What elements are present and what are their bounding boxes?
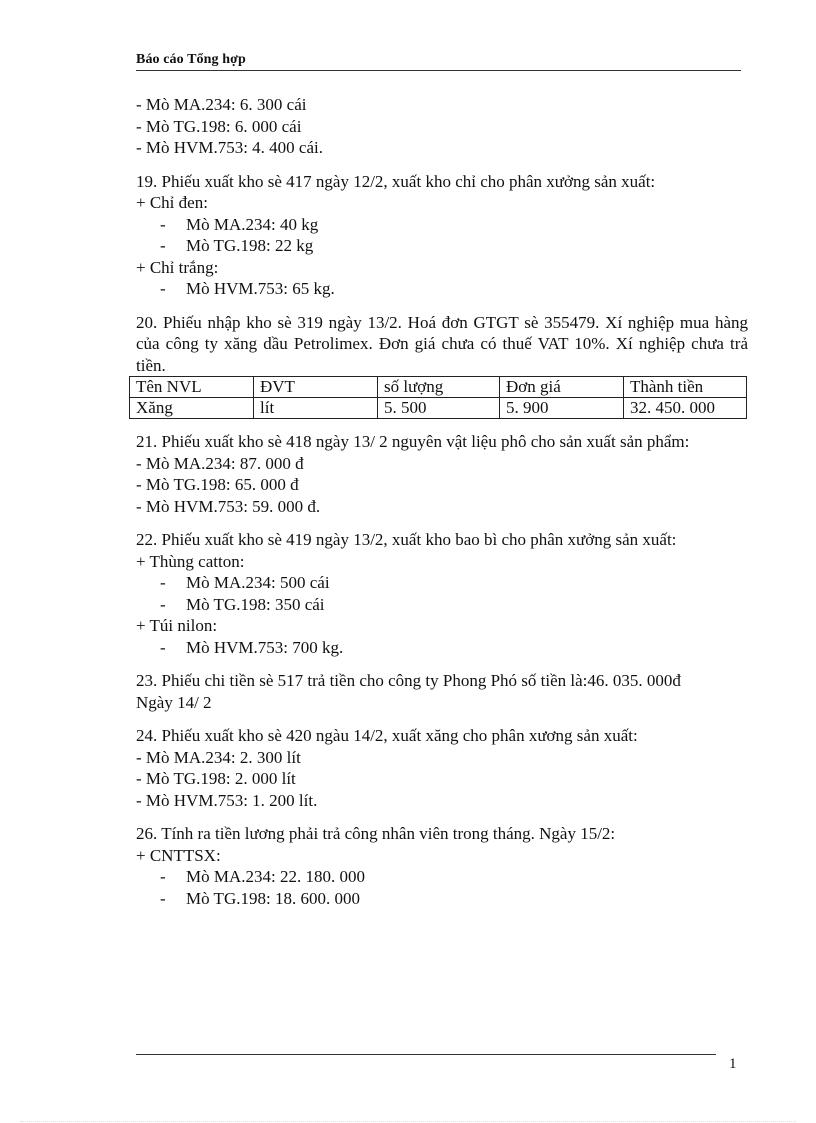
section-title: 26. Tính ra tiền lương phải trả công nhân viên trong tháng. Ngày 15/2: [136,824,616,843]
page-content [136,94,748,909]
section-22 [136,529,748,658]
list-item: - Mò HVM.753: 59. 000 đ. [136,496,321,516]
list-item: - Mò HVM.753: 1. 200 lít. [136,790,318,810]
section-20 [136,312,748,420]
dash-bullet-icon: - [160,573,166,592]
section-24 [136,725,748,811]
section-title: 23. Phiếu chi tiền sè 517 trả tiền cho công ty Phong Phó số tiền là:46. 035. 000đ [136,671,681,690]
list-item: - Mò TG.198: 18. 600. 000 [160,888,360,908]
dash-bullet-icon: - [160,867,166,886]
section-26 [136,823,748,909]
table-header-cell: Đơn giá [500,377,624,398]
header-title: Báo cáo Tổng hợp [136,52,246,67]
list-item: - Mò HVM.753: 700 kg. [160,637,344,657]
list-item: - Mò HVM.753: 4. 400 cái. [136,138,323,157]
list-item: - Mò TG.198: 22 kg [160,236,314,255]
section-21 [136,431,748,517]
list-item: - Mò TG.198: 6. 000 cái [136,116,302,136]
section-19 [136,171,748,300]
table-cell: Xăng [130,398,254,419]
materials-table [129,376,747,419]
group-label: + CNTTSX: [136,845,221,865]
list-item: - Mò MA.234: 40 kg [160,214,319,234]
page-number: 1 [729,1056,737,1072]
table-header-cell: Tên NVL [130,377,254,398]
dash-bullet-icon: - [160,637,166,657]
list-item: - Mò MA.234: 500 cái [160,573,330,592]
list-item: - Mò HVM.753: 65 kg. [160,279,335,298]
table-row [130,398,747,419]
dash-bullet-icon: - [160,888,166,908]
section-title: 24. Phiếu xuất kho sè 420 ngàu 14/2, xuất xăng cho phân xương sản xuất: [136,726,638,745]
section-text: 20. Phiếu nhập kho sè 319 ngày 13/2. Hoá đơn GTGT sè 355479. Xí nghiệp mua hàng của công ty xăng dầu Petrolimex. Đơn giá chưa có thuế VAT 10%. Xí nghiệp chưa trả tiền. [136,312,748,375]
group-label: + Thùng catton: [136,551,245,571]
list-item: - Mò MA.234: 22. 180. 000 [160,867,365,886]
table-header-cell: ĐVT [254,377,378,398]
list-item: - Mò TG.198: 350 cái [160,594,325,614]
group-label: + Túi nilon: [136,616,218,635]
dash-bullet-icon: - [160,279,166,298]
list-item: - Mò TG.198: 2. 000 lít [136,769,296,788]
page-edge-divider [20,1121,796,1122]
intro-list [136,94,748,159]
dash-bullet-icon: - [160,214,166,234]
group-label: + Chỉ trắng: [136,257,219,277]
table-cell: lít [254,398,378,419]
page-header [136,50,741,71]
footer-divider [136,1054,716,1055]
list-item: - Mò MA.234: 6. 300 cái [136,95,307,114]
section-date: Ngày 14/ 2 [136,692,212,712]
list-item: - Mò MA.234: 2. 300 lít [136,747,301,767]
dash-bullet-icon: - [160,236,166,255]
list-item: - Mò TG.198: 65. 000 đ [136,475,299,494]
section-title: 19. Phiếu xuất kho sè 417 ngày 12/2, xuất kho chỉ cho phân xưởng sản xuất: [136,171,656,191]
table-cell: 5. 900 [500,398,624,419]
list-item: - Mò MA.234: 87. 000 đ [136,453,304,473]
dash-bullet-icon: - [160,594,166,614]
section-title: 22. Phiếu xuất kho sè 419 ngày 13/2, xuất kho bao bì cho phân xưởng sản xuất: [136,530,677,549]
table-header-cell: Thành tiền [624,377,747,398]
table-header-row [130,377,747,398]
table-header-cell: số lượng [378,377,500,398]
table-cell: 5. 500 [378,398,500,419]
section-title: 21. Phiếu xuất kho sè 418 ngày 13/ 2 nguyên vật liệu phô cho sản xuất sản phẩm: [136,432,690,451]
group-label: + Chỉ đen: [136,193,208,212]
section-23 [136,670,748,713]
table-cell: 32. 450. 000 [624,398,747,419]
